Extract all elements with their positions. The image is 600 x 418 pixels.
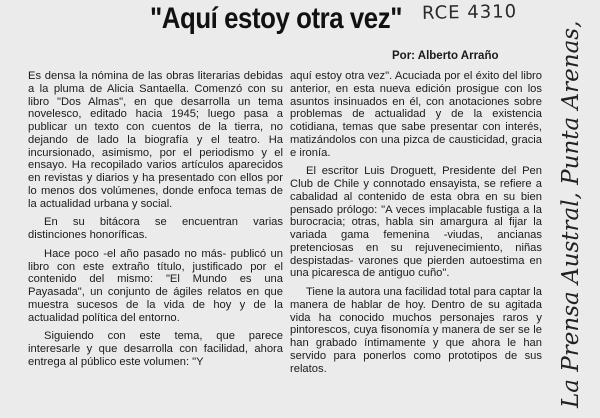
article-paragraph: En su bitácora se encuentran varias distinciones honoríficas. xyxy=(28,216,283,241)
handwritten-date xyxy=(558,0,584,1)
handwritten-publication: La Prensa Austral, Punta Arenas, xyxy=(558,20,584,408)
article-paragraph: El escritor Luis Droguett, Presidente del Pen Club de Chile y connotado ensayista, se refiere a cabalidad al contenido de esta obra en su bien pensado prólogo: "A veces implacable fustiga a la burocracia; otras, habla sin amargura al fijar la variada gama femenina -viudas, ancianas pretenciosas en su rejuvenecimiento, niñas despistadas- varones que pierden autoestima en una picaresca de antiguo cuño". xyxy=(290,165,542,280)
article-title: "Aquí estoy otra vez" xyxy=(150,2,402,35)
article-paragraph: Tiene la autora una facilidad total para captar la manera de hablar de hoy. Dentro de su agitada vida ha conocido muchos personajes raros y pintorescos, cuya fisonomía y manera de ser se le han grabado íntimamente y que ahora le han servido para ponerlos como prototipos de sus relatos. xyxy=(290,286,542,375)
article-column-right xyxy=(290,70,542,381)
article-byline: Por: Alberto Arraño xyxy=(392,50,499,62)
article-paragraph: Hace poco -el año pasado no más- publicó un libro con este extraño título, justificado por el contenido del mismo: "El Mundo es una Payasada", un conjunto de ágiles relatos en que muestra sucesos de la vida de hoy y de la actualidad política del entorno. xyxy=(28,247,283,324)
handwritten-source-note xyxy=(558,0,584,408)
archive-stamp: RCE 4310 xyxy=(421,1,518,24)
article-paragraph: aquí estoy otra vez". Acuciada por el éxito del libro anterior, en esta nueva edición prosigue con los asuntos insinuados en él, con anotaciones sobre problemas de actualidad y de la existencia cotidiana, temas que sabe presentar con interés, matizándolos con una pizca de causticidad, gracia e ironía. xyxy=(290,70,542,159)
article-paragraph: Siguiendo con este tema, que parece interesarle y que desarrolla con facilidad, ahora entrega al público este volumen: "Y xyxy=(28,330,283,368)
article-column-left xyxy=(28,70,283,375)
article-paragraph: Es densa la nómina de las obras literarias debidas a la pluma de Alicia Santaella. Comenzó con su libro "Dos Almas", en que desarrolla un tema novelesco, editado hacia 1945; luego pasa a publicar un texto con cuentos de la tierra, no dejando de lado la biografía y el teatro. Ha incursionado, asimismo, por el periodismo y el ensayo. Ha recopilado varios artículos aparecidos en revistas y diarios y ha presentado con ellos por lo menos dos volúmenes, donde enfoca temas de la actualidad urbana y social. xyxy=(28,70,283,210)
